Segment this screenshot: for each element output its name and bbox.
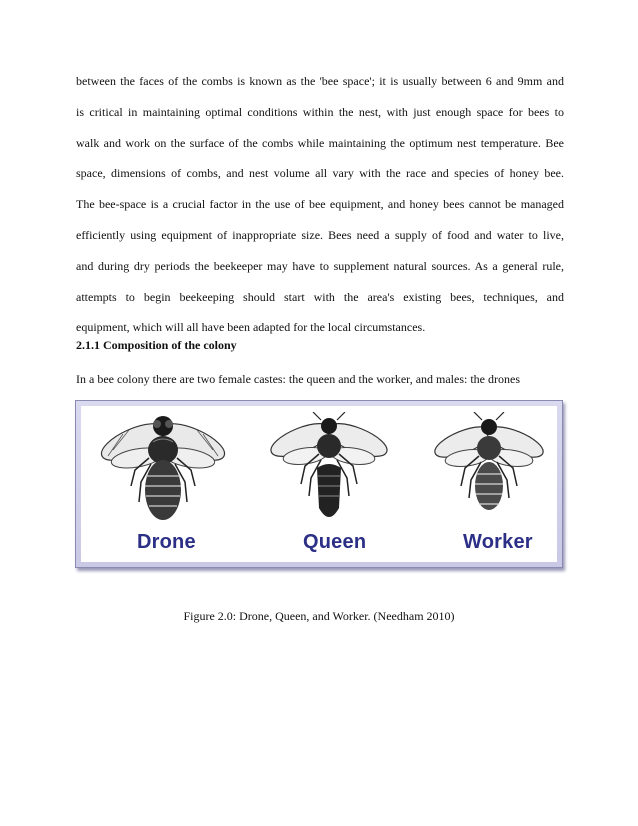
- paragraph-line: equipment, which will all have been adapted for the local circumstances.: [76, 320, 426, 335]
- paragraph-line: space, dimensions of combs, and nest volume all vary with the race and species of honey bee.: [76, 166, 564, 181]
- worker-bee-illustration: [419, 412, 559, 530]
- paragraph-line: and during dry periods the beekeeper may have to supplement natural sources. As a general rule,: [76, 258, 564, 273]
- paragraph-line: walk and work on the surface of the combs while maintaining the optimum nest temperature. Bee: [76, 135, 564, 150]
- body-paragraph: [76, 66, 564, 343]
- bee-castes-figure: [75, 400, 563, 568]
- paragraph-line: The bee-space is a crucial factor in the use of bee equipment, and honey bees cannot be managed: [76, 197, 564, 212]
- section-heading: 2.1.1 Composition of the colony: [76, 338, 237, 352]
- paragraph-line: is critical in maintaining optimal conditions within the nest, with just enough space for bees to: [76, 104, 564, 119]
- worker-label: Worker: [463, 531, 533, 553]
- queen-bee-illustration: [259, 412, 399, 530]
- section-intro: In a bee colony there are two female castes: the queen and the worker, and males: the drones: [76, 372, 520, 386]
- queen-label: Queen: [303, 531, 367, 553]
- paragraph-line: efficiently using equipment of inappropriate size. Bees need a supply of food and water to live,: [76, 227, 564, 242]
- figure-caption: Figure 2.0: Drone, Queen, and Worker. (Needham 2010): [183, 609, 455, 623]
- paragraph-line: attempts to begin beekeeping should start with the area's existing bees, techniques, and: [76, 289, 564, 304]
- drone-bee-illustration: [93, 412, 233, 530]
- paragraph-line: between the faces of the combs is known as the 'bee space'; it is usually between 6 and 9mm and: [76, 74, 564, 88]
- figure-panel: [81, 406, 557, 562]
- drone-label: Drone: [137, 531, 196, 553]
